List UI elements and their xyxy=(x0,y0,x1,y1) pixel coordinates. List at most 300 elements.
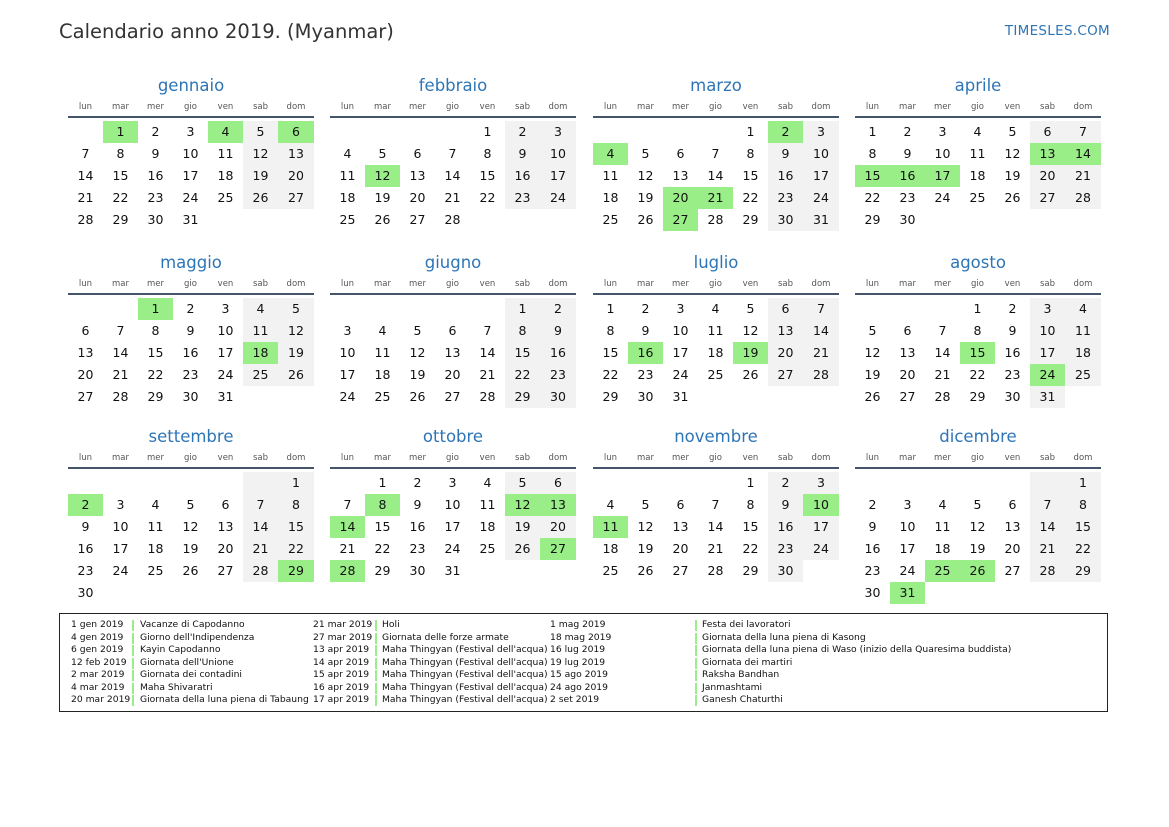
day-cell[interactable]: 21 xyxy=(1030,538,1065,560)
day-cell[interactable]: 24 xyxy=(444,541,461,556)
day-cell[interactable]: 19 xyxy=(278,342,314,364)
holiday-day[interactable]: 15 xyxy=(855,165,890,187)
day-cell[interactable]: 8 xyxy=(746,146,755,161)
holiday-day[interactable]: 31 xyxy=(890,582,925,604)
day-cell[interactable]: 7 xyxy=(343,497,352,512)
day-cell[interactable]: 31 xyxy=(1030,386,1065,408)
day-cell[interactable]: 29 xyxy=(864,212,881,227)
day-cell[interactable]: 29 xyxy=(374,563,391,578)
day-cell[interactable]: 6 xyxy=(540,472,576,494)
day-cell[interactable]: 22 xyxy=(969,367,986,382)
day-cell[interactable]: 12 xyxy=(409,345,426,360)
day-cell[interactable]: 31 xyxy=(672,389,689,404)
day-cell[interactable]: 17 xyxy=(1030,342,1065,364)
day-cell[interactable]: 28 xyxy=(77,212,94,227)
day-cell[interactable]: 19 xyxy=(243,165,278,187)
day-cell[interactable]: 27 xyxy=(278,187,314,209)
day-cell[interactable]: 30 xyxy=(864,585,881,600)
day-cell[interactable]: 27 xyxy=(409,212,426,227)
day-cell[interactable]: 6 xyxy=(221,497,230,512)
day-cell[interactable]: 10 xyxy=(112,519,129,534)
day-cell[interactable]: 23 xyxy=(1004,367,1021,382)
day-cell[interactable]: 23 xyxy=(768,538,803,560)
day-cell[interactable]: 6 xyxy=(903,323,912,338)
day-cell[interactable]: 20 xyxy=(217,541,234,556)
day-cell[interactable]: 21 xyxy=(444,190,461,205)
day-cell[interactable]: 5 xyxy=(413,323,422,338)
day-cell[interactable]: 2 xyxy=(186,301,195,316)
day-cell[interactable]: 8 xyxy=(278,494,314,516)
day-cell[interactable]: 1 xyxy=(973,301,982,316)
day-cell[interactable]: 15 xyxy=(742,168,759,183)
day-cell[interactable]: 8 xyxy=(116,146,125,161)
day-cell[interactable]: 11 xyxy=(217,146,234,161)
day-cell[interactable]: 5 xyxy=(378,146,387,161)
day-cell[interactable]: 24 xyxy=(112,563,129,578)
holiday-day[interactable]: 21 xyxy=(698,187,733,209)
day-cell[interactable]: 2 xyxy=(1008,301,1017,316)
day-cell[interactable]: 8 xyxy=(973,323,982,338)
day-cell[interactable]: 4 xyxy=(973,124,982,139)
day-cell[interactable]: 19 xyxy=(182,541,199,556)
day-cell[interactable]: 16 xyxy=(768,165,803,187)
day-cell[interactable]: 25 xyxy=(969,190,986,205)
day-cell[interactable]: 12 xyxy=(742,323,759,338)
day-cell[interactable]: 26 xyxy=(278,364,314,386)
day-cell[interactable]: 18 xyxy=(217,168,234,183)
day-cell[interactable]: 17 xyxy=(672,345,689,360)
day-cell[interactable]: 21 xyxy=(707,541,724,556)
day-cell[interactable]: 6 xyxy=(676,146,685,161)
day-cell[interactable]: 3 xyxy=(903,497,912,512)
day-cell[interactable]: 20 xyxy=(444,367,461,382)
day-cell[interactable]: 20 xyxy=(672,541,689,556)
day-cell[interactable]: 23 xyxy=(505,187,540,209)
day-cell[interactable]: 17 xyxy=(444,519,461,534)
day-cell[interactable]: 16 xyxy=(409,519,426,534)
day-cell[interactable]: 26 xyxy=(864,389,881,404)
day-cell[interactable]: 26 xyxy=(374,212,391,227)
day-cell[interactable]: 13 xyxy=(768,320,803,342)
day-cell[interactable]: 23 xyxy=(147,190,164,205)
day-cell[interactable]: 24 xyxy=(803,538,839,560)
day-cell[interactable]: 18 xyxy=(479,519,496,534)
day-cell[interactable]: 5 xyxy=(973,497,982,512)
day-cell[interactable]: 21 xyxy=(934,367,951,382)
holiday-day[interactable]: 4 xyxy=(593,143,628,165)
holiday-day[interactable]: 17 xyxy=(925,165,960,187)
day-cell[interactable]: 27 xyxy=(1030,187,1065,209)
day-cell[interactable]: 9 xyxy=(641,323,650,338)
day-cell[interactable]: 9 xyxy=(413,497,422,512)
day-cell[interactable]: 9 xyxy=(768,143,803,165)
day-cell[interactable]: 8 xyxy=(483,146,492,161)
day-cell[interactable]: 19 xyxy=(864,367,881,382)
day-cell[interactable]: 23 xyxy=(637,367,654,382)
day-cell[interactable]: 27 xyxy=(768,364,803,386)
day-cell[interactable]: 26 xyxy=(182,563,199,578)
day-cell[interactable]: 15 xyxy=(374,519,391,534)
day-cell[interactable]: 25 xyxy=(243,364,278,386)
holiday-day[interactable]: 20 xyxy=(663,187,698,209)
day-cell[interactable]: 10 xyxy=(934,146,951,161)
day-cell[interactable]: 14 xyxy=(112,345,129,360)
day-cell[interactable]: 19 xyxy=(505,516,540,538)
day-cell[interactable]: 4 xyxy=(343,146,352,161)
day-cell[interactable]: 4 xyxy=(483,475,492,490)
day-cell[interactable]: 1 xyxy=(1065,472,1101,494)
day-cell[interactable]: 29 xyxy=(1065,560,1101,582)
day-cell[interactable]: 19 xyxy=(374,190,391,205)
day-cell[interactable]: 11 xyxy=(969,146,986,161)
day-cell[interactable]: 2 xyxy=(903,124,912,139)
day-cell[interactable]: 9 xyxy=(186,323,195,338)
day-cell[interactable]: 22 xyxy=(742,190,759,205)
day-cell[interactable]: 29 xyxy=(505,386,540,408)
day-cell[interactable]: 12 xyxy=(182,519,199,534)
day-cell[interactable]: 22 xyxy=(742,541,759,556)
day-cell[interactable]: 13 xyxy=(899,345,916,360)
day-cell[interactable]: 5 xyxy=(186,497,195,512)
day-cell[interactable]: 23 xyxy=(864,563,881,578)
day-cell[interactable]: 13 xyxy=(278,143,314,165)
day-cell[interactable]: 8 xyxy=(868,146,877,161)
day-cell[interactable]: 15 xyxy=(112,168,129,183)
day-cell[interactable]: 14 xyxy=(77,168,94,183)
holiday-day[interactable]: 4 xyxy=(208,121,243,143)
holiday-day[interactable]: 27 xyxy=(663,209,698,231)
day-cell[interactable]: 9 xyxy=(1008,323,1017,338)
day-cell[interactable]: 18 xyxy=(1065,342,1101,364)
day-cell[interactable]: 10 xyxy=(444,497,461,512)
day-cell[interactable]: 8 xyxy=(606,323,615,338)
day-cell[interactable]: 11 xyxy=(147,519,164,534)
day-cell[interactable]: 10 xyxy=(339,345,356,360)
holiday-day[interactable]: 15 xyxy=(960,342,995,364)
day-cell[interactable]: 24 xyxy=(934,190,951,205)
day-cell[interactable]: 4 xyxy=(243,298,278,320)
day-cell[interactable]: 15 xyxy=(147,345,164,360)
day-cell[interactable]: 28 xyxy=(707,212,724,227)
day-cell[interactable]: 29 xyxy=(602,389,619,404)
holiday-day[interactable]: 14 xyxy=(330,516,365,538)
day-cell[interactable]: 20 xyxy=(540,516,576,538)
day-cell[interactable]: 9 xyxy=(868,519,877,534)
day-cell[interactable]: 3 xyxy=(540,121,576,143)
day-cell[interactable]: 2 xyxy=(505,121,540,143)
day-cell[interactable]: 3 xyxy=(803,472,839,494)
day-cell[interactable]: 27 xyxy=(217,563,234,578)
day-cell[interactable]: 15 xyxy=(479,168,496,183)
day-cell[interactable]: 12 xyxy=(243,143,278,165)
day-cell[interactable]: 1 xyxy=(505,298,540,320)
holiday-day[interactable]: 1 xyxy=(103,121,138,143)
day-cell[interactable]: 30 xyxy=(637,389,654,404)
holiday-day[interactable]: 19 xyxy=(733,342,768,364)
day-cell[interactable]: 3 xyxy=(1030,298,1065,320)
day-cell[interactable]: 8 xyxy=(505,320,540,342)
day-cell[interactable]: 7 xyxy=(711,146,720,161)
day-cell[interactable]: 13 xyxy=(1004,519,1021,534)
day-cell[interactable]: 1 xyxy=(483,124,492,139)
day-cell[interactable]: 16 xyxy=(1004,345,1021,360)
holiday-day[interactable]: 11 xyxy=(593,516,628,538)
day-cell[interactable]: 28 xyxy=(707,563,724,578)
day-cell[interactable]: 19 xyxy=(969,541,986,556)
day-cell[interactable]: 26 xyxy=(637,212,654,227)
day-cell[interactable]: 7 xyxy=(1030,494,1065,516)
day-cell[interactable]: 30 xyxy=(768,560,803,582)
day-cell[interactable]: 18 xyxy=(374,367,391,382)
day-cell[interactable]: 19 xyxy=(409,367,426,382)
day-cell[interactable]: 17 xyxy=(803,165,839,187)
day-cell[interactable]: 12 xyxy=(969,519,986,534)
day-cell[interactable]: 9 xyxy=(81,519,90,534)
day-cell[interactable]: 28 xyxy=(803,364,839,386)
day-cell[interactable]: 9 xyxy=(505,143,540,165)
day-cell[interactable]: 12 xyxy=(278,320,314,342)
holiday-day[interactable]: 14 xyxy=(1065,143,1101,165)
holiday-day[interactable]: 12 xyxy=(505,494,540,516)
day-cell[interactable]: 7 xyxy=(116,323,125,338)
day-cell[interactable]: 22 xyxy=(479,190,496,205)
day-cell[interactable]: 3 xyxy=(186,124,195,139)
day-cell[interactable]: 10 xyxy=(217,323,234,338)
day-cell[interactable]: 10 xyxy=(182,146,199,161)
day-cell[interactable]: 23 xyxy=(409,541,426,556)
day-cell[interactable]: 1 xyxy=(606,301,615,316)
day-cell[interactable]: 3 xyxy=(938,124,947,139)
day-cell[interactable]: 4 xyxy=(938,497,947,512)
day-cell[interactable]: 28 xyxy=(479,389,496,404)
day-cell[interactable]: 20 xyxy=(278,165,314,187)
day-cell[interactable]: 4 xyxy=(711,301,720,316)
day-cell[interactable]: 31 xyxy=(182,212,199,227)
day-cell[interactable]: 1 xyxy=(378,475,387,490)
day-cell[interactable]: 2 xyxy=(868,497,877,512)
day-cell[interactable]: 3 xyxy=(221,301,230,316)
day-cell[interactable]: 22 xyxy=(1065,538,1101,560)
holiday-day[interactable]: 2 xyxy=(68,494,103,516)
day-cell[interactable]: 20 xyxy=(899,367,916,382)
day-cell[interactable]: 9 xyxy=(151,146,160,161)
day-cell[interactable]: 7 xyxy=(81,146,90,161)
day-cell[interactable]: 28 xyxy=(243,560,278,582)
day-cell[interactable]: 13 xyxy=(672,519,689,534)
day-cell[interactable]: 17 xyxy=(899,541,916,556)
holiday-day[interactable]: 2 xyxy=(768,121,803,143)
day-cell[interactable]: 6 xyxy=(413,146,422,161)
day-cell[interactable]: 21 xyxy=(1065,165,1101,187)
day-cell[interactable]: 26 xyxy=(243,187,278,209)
day-cell[interactable]: 22 xyxy=(505,364,540,386)
day-cell[interactable]: 3 xyxy=(676,301,685,316)
day-cell[interactable]: 5 xyxy=(1008,124,1017,139)
day-cell[interactable]: 14 xyxy=(803,320,839,342)
day-cell[interactable]: 11 xyxy=(1065,320,1101,342)
day-cell[interactable]: 12 xyxy=(637,519,654,534)
day-cell[interactable]: 25 xyxy=(147,563,164,578)
day-cell[interactable]: 17 xyxy=(540,165,576,187)
day-cell[interactable]: 7 xyxy=(448,146,457,161)
day-cell[interactable]: 16 xyxy=(147,168,164,183)
day-cell[interactable]: 29 xyxy=(742,212,759,227)
day-cell[interactable]: 30 xyxy=(182,389,199,404)
day-cell[interactable]: 1 xyxy=(278,472,314,494)
day-cell[interactable]: 16 xyxy=(182,345,199,360)
day-cell[interactable]: 2 xyxy=(540,298,576,320)
day-cell[interactable]: 24 xyxy=(540,187,576,209)
day-cell[interactable]: 28 xyxy=(112,389,129,404)
day-cell[interactable]: 23 xyxy=(540,364,576,386)
day-cell[interactable]: 10 xyxy=(803,143,839,165)
day-cell[interactable]: 19 xyxy=(637,190,654,205)
day-cell[interactable]: 18 xyxy=(969,168,986,183)
day-cell[interactable]: 9 xyxy=(768,494,803,516)
day-cell[interactable]: 15 xyxy=(1065,516,1101,538)
day-cell[interactable]: 7 xyxy=(938,323,947,338)
holiday-day[interactable]: 13 xyxy=(1030,143,1065,165)
day-cell[interactable]: 5 xyxy=(746,301,755,316)
day-cell[interactable]: 11 xyxy=(934,519,951,534)
day-cell[interactable]: 8 xyxy=(151,323,160,338)
holiday-day[interactable]: 13 xyxy=(540,494,576,516)
day-cell[interactable]: 26 xyxy=(409,389,426,404)
day-cell[interactable]: 23 xyxy=(899,190,916,205)
day-cell[interactable]: 3 xyxy=(448,475,457,490)
day-cell[interactable]: 14 xyxy=(1030,516,1065,538)
day-cell[interactable]: 5 xyxy=(243,121,278,143)
day-cell[interactable]: 16 xyxy=(864,541,881,556)
day-cell[interactable]: 7 xyxy=(483,323,492,338)
day-cell[interactable]: 14 xyxy=(479,345,496,360)
day-cell[interactable]: 3 xyxy=(116,497,125,512)
day-cell[interactable]: 10 xyxy=(1030,320,1065,342)
day-cell[interactable]: 30 xyxy=(768,209,803,231)
day-cell[interactable]: 16 xyxy=(768,516,803,538)
day-cell[interactable]: 18 xyxy=(602,541,619,556)
day-cell[interactable]: 26 xyxy=(637,563,654,578)
day-cell[interactable]: 21 xyxy=(339,541,356,556)
day-cell[interactable]: 25 xyxy=(602,563,619,578)
day-cell[interactable]: 17 xyxy=(182,168,199,183)
day-cell[interactable]: 25 xyxy=(339,212,356,227)
day-cell[interactable]: 22 xyxy=(602,367,619,382)
day-cell[interactable]: 29 xyxy=(742,563,759,578)
day-cell[interactable]: 1 xyxy=(746,124,755,139)
site-link[interactable]: TIMESLES.COM xyxy=(1004,23,1110,39)
day-cell[interactable]: 3 xyxy=(803,121,839,143)
day-cell[interactable]: 7 xyxy=(803,298,839,320)
day-cell[interactable]: 19 xyxy=(1004,168,1021,183)
day-cell[interactable]: 24 xyxy=(672,367,689,382)
day-cell[interactable]: 6 xyxy=(676,497,685,512)
day-cell[interactable]: 16 xyxy=(77,541,94,556)
holiday-day[interactable]: 12 xyxy=(365,165,400,187)
day-cell[interactable]: 23 xyxy=(768,187,803,209)
holiday-day[interactable]: 18 xyxy=(243,342,278,364)
day-cell[interactable]: 21 xyxy=(803,342,839,364)
day-cell[interactable]: 28 xyxy=(444,212,461,227)
day-cell[interactable]: 24 xyxy=(899,563,916,578)
day-cell[interactable]: 8 xyxy=(1065,494,1101,516)
day-cell[interactable]: 25 xyxy=(1065,364,1101,386)
day-cell[interactable]: 15 xyxy=(505,342,540,364)
day-cell[interactable]: 7 xyxy=(1065,121,1101,143)
day-cell[interactable]: 29 xyxy=(147,389,164,404)
day-cell[interactable]: 25 xyxy=(479,541,496,556)
day-cell[interactable]: 17 xyxy=(217,345,234,360)
day-cell[interactable]: 18 xyxy=(707,345,724,360)
day-cell[interactable]: 10 xyxy=(672,323,689,338)
day-cell[interactable]: 14 xyxy=(243,516,278,538)
day-cell[interactable]: 6 xyxy=(448,323,457,338)
day-cell[interactable]: 30 xyxy=(540,386,576,408)
day-cell[interactable]: 3 xyxy=(343,323,352,338)
day-cell[interactable]: 20 xyxy=(768,342,803,364)
day-cell[interactable]: 5 xyxy=(505,472,540,494)
day-cell[interactable]: 27 xyxy=(672,563,689,578)
day-cell[interactable]: 12 xyxy=(864,345,881,360)
day-cell[interactable]: 24 xyxy=(182,190,199,205)
holiday-day[interactable]: 24 xyxy=(1030,364,1065,386)
day-cell[interactable]: 28 xyxy=(934,389,951,404)
day-cell[interactable]: 29 xyxy=(969,389,986,404)
day-cell[interactable]: 25 xyxy=(374,389,391,404)
day-cell[interactable]: 24 xyxy=(803,187,839,209)
day-cell[interactable]: 4 xyxy=(606,497,615,512)
holiday-day[interactable]: 1 xyxy=(138,298,173,320)
day-cell[interactable]: 19 xyxy=(637,541,654,556)
day-cell[interactable]: 14 xyxy=(707,519,724,534)
day-cell[interactable]: 27 xyxy=(77,389,94,404)
day-cell[interactable]: 20 xyxy=(1004,541,1021,556)
day-cell[interactable]: 28 xyxy=(1065,187,1101,209)
day-cell[interactable]: 5 xyxy=(278,298,314,320)
day-cell[interactable]: 27 xyxy=(444,389,461,404)
day-cell[interactable]: 31 xyxy=(803,209,839,231)
day-cell[interactable]: 22 xyxy=(278,538,314,560)
day-cell[interactable]: 1 xyxy=(868,124,877,139)
day-cell[interactable]: 14 xyxy=(707,168,724,183)
day-cell[interactable]: 15 xyxy=(278,516,314,538)
day-cell[interactable]: 11 xyxy=(707,323,724,338)
day-cell[interactable]: 12 xyxy=(637,168,654,183)
day-cell[interactable]: 13 xyxy=(672,168,689,183)
day-cell[interactable]: 21 xyxy=(479,367,496,382)
day-cell[interactable]: 7 xyxy=(243,494,278,516)
day-cell[interactable]: 4 xyxy=(1065,298,1101,320)
day-cell[interactable]: 30 xyxy=(147,212,164,227)
day-cell[interactable]: 15 xyxy=(602,345,619,360)
day-cell[interactable]: 13 xyxy=(77,345,94,360)
day-cell[interactable]: 21 xyxy=(77,190,94,205)
day-cell[interactable]: 2 xyxy=(413,475,422,490)
day-cell[interactable]: 15 xyxy=(742,519,759,534)
day-cell[interactable]: 26 xyxy=(742,367,759,382)
day-cell[interactable]: 5 xyxy=(641,146,650,161)
day-cell[interactable]: 27 xyxy=(1004,563,1021,578)
day-cell[interactable]: 23 xyxy=(182,367,199,382)
day-cell[interactable]: 20 xyxy=(1030,165,1065,187)
day-cell[interactable]: 1 xyxy=(746,475,755,490)
day-cell[interactable]: 4 xyxy=(151,497,160,512)
day-cell[interactable]: 6 xyxy=(768,298,803,320)
day-cell[interactable]: 20 xyxy=(409,190,426,205)
holiday-day[interactable]: 8 xyxy=(365,494,400,516)
day-cell[interactable]: 27 xyxy=(899,389,916,404)
day-cell[interactable]: 6 xyxy=(81,323,90,338)
